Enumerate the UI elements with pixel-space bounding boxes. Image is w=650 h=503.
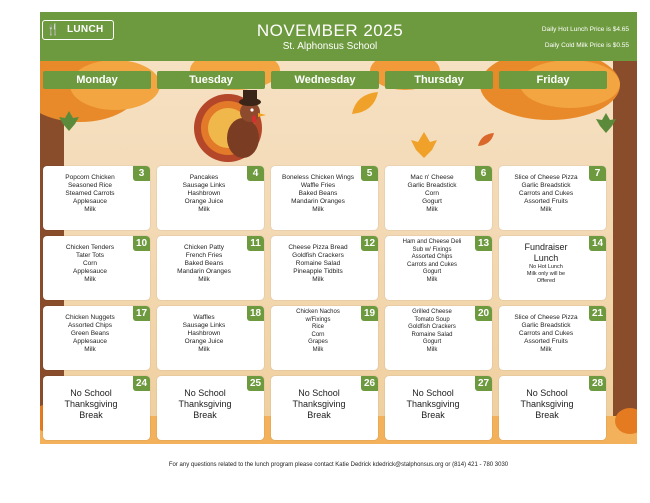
menu-item: Milk [198,346,210,353]
menu-item: Assorted Fruits [524,338,568,345]
menu-item: Boneless Chicken Wings [282,174,354,181]
menu-item: Grilled Cheese [412,309,452,315]
menu-item: Tater Tots [75,252,105,259]
menu-item: Chicken Nachos [296,309,340,315]
menu-item: Mac n' Cheese [410,174,454,181]
day-header-wednesday: Wednesday [271,71,379,89]
day-cell [385,376,492,440]
school-name: St. Alphonsus School [282,41,378,52]
day-cell [43,376,150,440]
day-cell [499,376,606,440]
turkey-illustration [188,86,278,170]
menu-item: Slice of Cheese Pizza [514,174,578,181]
menu-item: Garlic Breadstick [521,182,571,189]
menu-item: Milk [312,276,324,283]
day-note: Break [193,410,217,420]
day-note: Thanksgiving [520,399,574,409]
menu-list [503,174,589,214]
menu-item: Milk [426,206,438,213]
menu-item: Popcorn Chicken [65,174,115,181]
menu-item: Applesauce [73,198,107,205]
menu-item: Ham and Cheese Deli [402,239,462,245]
day-note: Lunch [533,253,559,263]
menu-item: Chicken Nuggets [65,314,115,321]
day-note: Thanksgiving [292,399,346,409]
date-badge: 10 [133,236,150,251]
day-header-friday: Friday [499,71,607,89]
menu-list [47,174,133,214]
menu-item: Milk only will be [526,271,566,277]
menu-list [161,388,249,421]
menu-item: Assorted Chips [411,254,453,260]
menu-item: Milk [312,206,324,213]
menu-list [47,314,133,354]
day-cell [385,236,492,300]
menu-item: Goldfish Crackers [408,324,456,330]
menu-item: Waffle Fries [300,182,336,189]
day-note: Break [79,410,103,420]
date-badge: 24 [133,376,150,391]
day-cell [385,166,492,230]
menu-item: Orange Juice [184,338,224,345]
menu-item: Corn [424,190,440,197]
milk-price: Daily Cold Milk Price is $0.55 [544,42,629,49]
day-cell [499,166,606,230]
menu-item: Cheese Pizza Bread [288,244,348,251]
menu-item: Grapes [308,339,328,345]
day-cell [157,236,264,300]
menu-item: Mandarin Oranges [177,268,231,275]
menu-item: Milk [84,206,96,213]
menu-list [503,242,589,285]
menu-item: Baked Beans [184,260,224,267]
day-cell [157,376,264,440]
menu-item: Hashbrown [187,190,221,197]
day-note: Fundraiser [524,242,568,252]
menu-item: Gogurt [422,269,442,275]
menu-item: Milk [540,346,552,353]
day-header-thursday: Thursday [385,71,493,89]
leaf-icon [410,130,438,160]
menu-item: No Hot Lunch [529,264,563,270]
pumpkin-right [615,408,637,434]
menu-item: Milk [84,346,96,353]
contact-footer: For any questions related to the lunch program please contact Katie Dedrick kdedrick@stalphonsus.org or (814) 421 - 780 3030 [168,462,509,468]
leaf-icon [477,132,495,148]
page-title: NOVEMBER 2025 [256,21,404,40]
menu-item: Baked Beans [298,190,338,197]
day-header-monday: Monday [43,71,151,89]
day-cell [271,306,378,370]
menu-item: Pancakes [189,174,219,181]
menu-list [275,244,361,284]
day-cell [271,236,378,300]
menu-item: Milk [426,276,438,283]
menu-item: Sausage Links [182,182,226,189]
date-badge: 17 [133,306,150,321]
menu-list [275,388,363,421]
date-badge: 21 [589,306,606,321]
menu-list [275,309,361,354]
menu-item: Mandarin Oranges [291,198,345,205]
menu-item: Waffles [193,314,215,321]
date-badge: 20 [475,306,492,321]
day-note: No School [298,388,340,398]
date-badge: 13 [475,236,492,251]
date-badge: 6 [475,166,492,181]
day-cell [43,236,150,300]
menu-item: Orange Juice [184,198,224,205]
leaf-icon [595,112,617,134]
menu-item: w/Fixings [305,316,331,323]
menu-item: Pineapple Tidbits [293,268,343,275]
day-note: Thanksgiving [406,399,460,409]
menu-item: Seasoned Rice [67,182,113,189]
day-note: Break [307,410,331,420]
menu-list [503,388,591,421]
day-cell [271,166,378,230]
date-badge: 12 [361,236,378,251]
menu-list [47,388,135,421]
menu-item: Milk [198,206,210,213]
date-badge: 3 [133,166,150,181]
menu-item: Milk [198,276,210,283]
menu-item: Sub w/ Fixings [412,246,452,253]
logo-label: LUNCH [67,24,104,35]
menu-item: Corn [82,260,98,267]
day-cell [499,236,606,300]
day-note: Break [421,410,445,420]
menu-list [161,174,247,214]
lunch-calendar [40,12,637,444]
day-note: Break [535,410,559,420]
lunch-price: Daily Hot Lunch Price is $4.65 [541,26,629,33]
menu-item: Carrots and Cukes [518,190,574,197]
menu-item: Applesauce [73,268,107,275]
menu-item: Gogurt [422,339,442,345]
date-badge: 18 [247,306,264,321]
menu-item: Chicken Tenders [65,244,115,251]
menu-item: Carrots and Cukes [406,261,458,268]
menu-item: Garlic Breadstick [407,182,457,189]
day-note: No School [70,388,112,398]
date-badge: 7 [589,166,606,181]
menu-item: Rice [311,324,324,330]
menu-list [503,314,589,354]
menu-list [389,388,477,421]
menu-item: Green Beans [70,330,110,337]
day-cell [157,306,264,370]
menu-item: Tomato Soup [414,316,450,323]
menu-list [389,239,475,284]
date-badge: 14 [589,236,606,251]
menu-item: Milk [84,276,96,283]
menu-item: Hashbrown [187,330,221,337]
menu-list [275,174,361,214]
day-note: Thanksgiving [178,399,232,409]
date-badge: 4 [247,166,264,181]
menu-item: Carrots and Cukes [518,330,574,337]
date-badge: 28 [589,376,606,391]
day-cell [499,306,606,370]
menu-item: Offered [536,278,556,284]
menu-list [389,174,475,214]
menu-list [161,244,247,284]
day-cell [385,306,492,370]
day-cell [271,376,378,440]
menu-item: Garlic Breadstick [521,322,571,329]
leaf-icon [350,90,380,116]
date-badge: 11 [247,236,264,251]
lunch-logo [42,20,114,40]
menu-item: Chicken Patty [183,244,225,251]
day-cell [43,306,150,370]
date-badge: 5 [361,166,378,181]
menu-list [389,309,475,354]
menu-item: Milk [426,346,438,353]
menu-item: Gogurt [422,198,442,205]
day-note: No School [184,388,226,398]
date-badge: 25 [247,376,264,391]
day-cell [157,166,264,230]
menu-item: Steamed Carrots [65,190,115,197]
menu-item: Slice of Cheese Pizza [514,314,578,321]
date-badge: 19 [361,306,378,321]
menu-item: French Fries [185,252,223,259]
day-note: No School [526,388,568,398]
day-note: No School [412,388,454,398]
menu-item: Applesauce [73,338,107,345]
menu-item: Milk [312,346,324,353]
leaf-icon [58,110,80,132]
menu-item: Corn [311,331,325,338]
menu-item: Romaine Salad [411,331,453,338]
day-header-tuesday: Tuesday [157,71,265,89]
menu-item: Assorted Chips [67,322,113,329]
menu-item: Sausage Links [182,322,226,329]
calendar-header [40,12,637,61]
day-cell [43,166,150,230]
date-badge: 27 [475,376,492,391]
menu-list [47,244,133,284]
day-note: Thanksgiving [64,399,118,409]
menu-item: Romaine Salad [295,260,341,267]
menu-list [161,314,247,354]
fork-knife-icon: 🍴 [46,24,60,36]
menu-item: Goldfish Crackers [292,252,344,259]
menu-item: Assorted Fruits [524,198,568,205]
menu-item: Milk [540,206,552,213]
date-badge: 26 [361,376,378,391]
